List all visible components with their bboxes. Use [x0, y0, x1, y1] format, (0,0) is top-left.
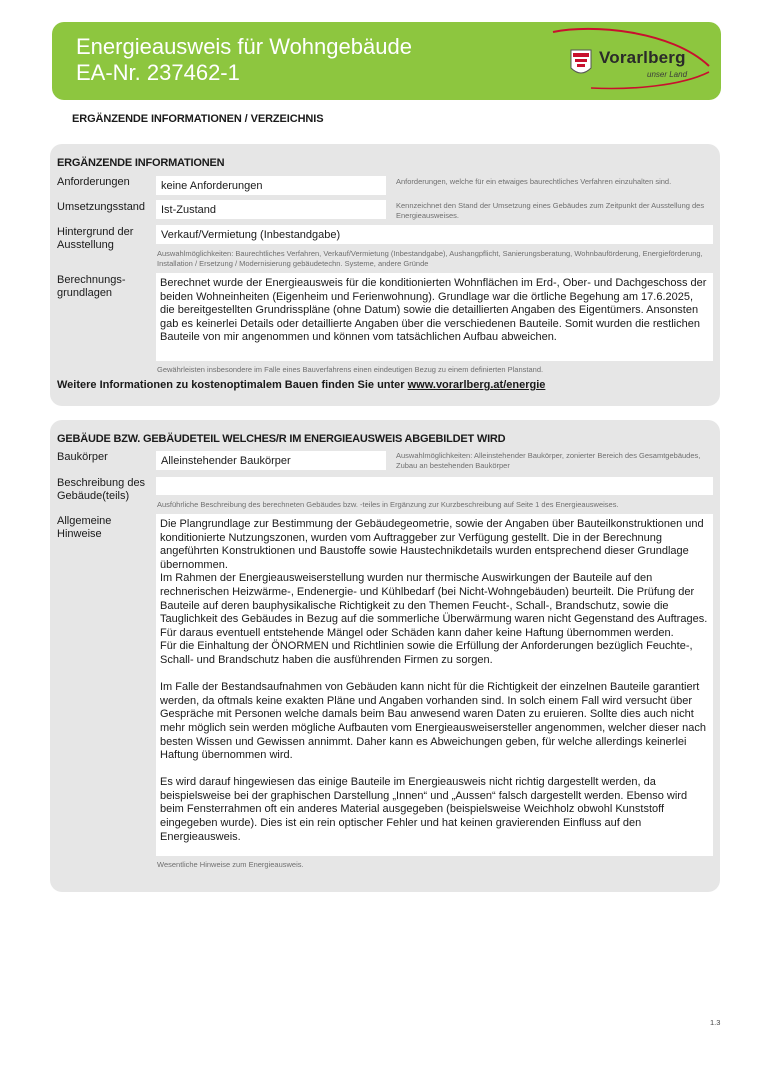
page-heading: ERGÄNZENDE INFORMATIONEN / VERZEICHNIS: [72, 113, 324, 125]
anforderungen-field[interactable]: keine Anforderungen: [156, 176, 386, 195]
hinweise-paragraph-2: Im Rahmen der Energieausweiserstellung wurden nur thermische Auswirkungen der Bauteile auf den rechnerischen Heizwärme-, Endenergie- und Kühlbedarf (bei Nicht-Wohngebäuden) beurteilt. Die Prüfung der Bauteile auf deren bauphysikalische Richtigkeit zu den Themen Feucht-, Schall-, Brandschutz, sowie die Tauglichkeit des Gebäudes in Bezug auf die sommerliche Überwärmung waren nicht Gegenstand des Auftrages. Für daraus eventuell entstehende Mängel oder Schäden kann daher keine Haftung übernommen werden.: [160, 572, 708, 639]
hinweise-hint: Wesentliche Hinweise zum Energieausweis.: [157, 860, 304, 869]
anforderungen-label: Anforderungen: [57, 176, 130, 188]
hinweise-paragraph-1: Die Plangrundlage zur Bestimmung der Gebäudegeometrie, sowie der Angaben über Bauteilkonstruktionen und konditionierte Nutzungszonen, wurden vom Auftraggeber zur Verfügung gestellt. Die in der Berechnung angeführten Konstruktionen und Baustoffe sowie Haustechnikdetails wurden entsprechend dieser Grundlage übernommen.: [160, 518, 704, 571]
beschreibung-hint: Ausführliche Beschreibung des berechneten Gebäudes bzw. -teiles in Ergänzung zur Kurzbeschreibung auf Seite 1 des Energieausweises.: [157, 500, 619, 509]
section-gebaeude: [50, 420, 720, 892]
section2-title: GEBÄUDE BZW. GEBÄUDETEIL WELCHES/R IM ENERGIEAUSWEIS ABGEBILDET WIRD: [57, 433, 506, 445]
baukoerper-label: Baukörper: [57, 451, 108, 463]
vorarlberg-logo: [551, 26, 711, 94]
header-banner: [52, 22, 721, 100]
more-info: [57, 379, 545, 391]
logo-name: Vorarlberg: [599, 48, 686, 67]
logo-subtitle: unser Land: [647, 70, 688, 79]
berechnungsgrundlagen-field[interactable]: Berechnet wurde der Energieausweis für die konditionierten Wohnflächen im Erd-, Ober- und Dachgeschoss der beiden Wohneinheiten (Eigenheim und Ferienwohnung). Grundlage war die örtliche Begehung am 17.6.2025, die bereitgestellten Grundrisspläne (ohne Datum) sowie die detaillierten Angaben des Eigentümers. Ansonsten gab es keinerlei Details oder detaillierte Angaben über die verschiedenen Bauteile. Somit wurden die restlichen Bauteile von mir angenommen und können vom tatsächlichen Aufbau abweichen.: [156, 273, 713, 361]
anforderungen-hint: Anforderungen, welche für ein etwaiges baurechtliches Verfahren einzuhalten sind.: [396, 177, 672, 186]
hintergrund-field[interactable]: Verkauf/Vermietung (Inbestandgabe): [156, 225, 713, 244]
section1-title: ERGÄNZENDE INFORMATIONEN: [57, 157, 225, 169]
hinweise-paragraph-5: Es wird darauf hingewiesen das einige Bauteile im Energieausweis nicht richtig dargestellt werden, da beispielsweise bei der graphischen Darstellung „Innen“ und „Aussen“ falsch dargestellt werden. Ebenso wird beim Fensterrahmen oft ein anderes Material ausgegeben (beispielsweise Weichholz obwohl Kunststoff eingegeben wurde). Dies ist ein rein optischer Fehler und hat keinen gravierenden Einfluss auf den Energieausweis.: [160, 776, 688, 843]
more-info-text: Weitere Informationen zu kostenoptimalem Bauen finden Sie unter: [57, 379, 408, 391]
beschreibung-label: Beschreibung des Gebäude(teils): [57, 477, 146, 502]
hintergrund-hint: Auswahlmöglichkeiten: Baurechtliches Verfahren, Verkauf/Vermietung (Inbestandgabe), Aushangpflicht, Sanierungsberatung, Wohnbauförderung, Energieförderung, Installation / Ersetzung / Modernisierung gebäudetechn. Systeme, andere Gründe: [157, 249, 703, 268]
berechnungsgrundlagen-hint: Gewährleisten insbesondere im Falle eines Bauverfahrens einen eindeutigen Bezug zu einem definierten Planstand.: [157, 365, 544, 374]
page-number: 1.3: [710, 1018, 721, 1027]
berechnungsgrundlagen-label: Berechnungs-grundlagen: [57, 274, 126, 299]
baukoerper-field[interactable]: Alleinstehender Baukörper: [156, 451, 386, 470]
hinweise-spacer: [160, 668, 709, 682]
umsetzungsstand-label: Umsetzungsstand: [57, 201, 146, 213]
hinweise-label: Allgemeine Hinweise: [57, 515, 112, 540]
document-title: [76, 34, 412, 86]
hintergrund-label: Hintergrund der Ausstellung: [57, 226, 134, 251]
beschreibung-field[interactable]: [156, 477, 713, 495]
umsetzungsstand-field[interactable]: Ist-Zustand: [156, 200, 386, 219]
hinweise-spacer: [160, 763, 709, 777]
section-ergaenzende-informationen: [50, 144, 720, 406]
document-title-line1: Energieausweis für Wohngebäude: [76, 34, 412, 59]
energie-link[interactable]: www.vorarlberg.at/energie: [407, 379, 546, 391]
certificate-number: EA-Nr. 237462-1: [76, 60, 240, 85]
hinweise-paragraph-3: Für die Einhaltung der ÖNORMEN und Richtlinien sowie die Erfüllung der Anforderungen bezüglich Feuchte-, Schall- und Brandschutz haben die ausführenden Firmen zu sorgen.: [160, 640, 693, 666]
baukoerper-hint: Auswahlmöglichkeiten: Alleinstehender Baukörper, zonierter Bereich des Gesamtgebäudes, Zubau an bestehenden Baukörper: [396, 451, 701, 470]
umsetzungsstand-hint: Kennzeichnet den Stand der Umsetzung eines Gebäudes zum Zeitpunkt der Ausstellung des Energieausweises.: [396, 201, 705, 220]
hinweise-paragraph-4: Im Falle der Bestandsaufnahmen von Gebäuden kann nicht für die Richtigkeit der einzelnen Bauteile garantiert werden, da oftmals keine exakten Pläne und Angaben vorhanden sind. In solch einem Fall wird versucht über Gespräche mit Personen welche damals beim Bau anwesend waren Daten zu eruieren. Sollte dies auch nicht mehr möglich sein werden mögliche Aufbauten vom Energieausweisersteller angenommen, welcher dieser nach besten Wissen und Gewissen annimmt. Daher kann es Abweichungen geben, für welche allerdings keinerlei Haftung übernommen wird.: [160, 681, 707, 762]
hinweise-field[interactable]: [156, 514, 713, 856]
